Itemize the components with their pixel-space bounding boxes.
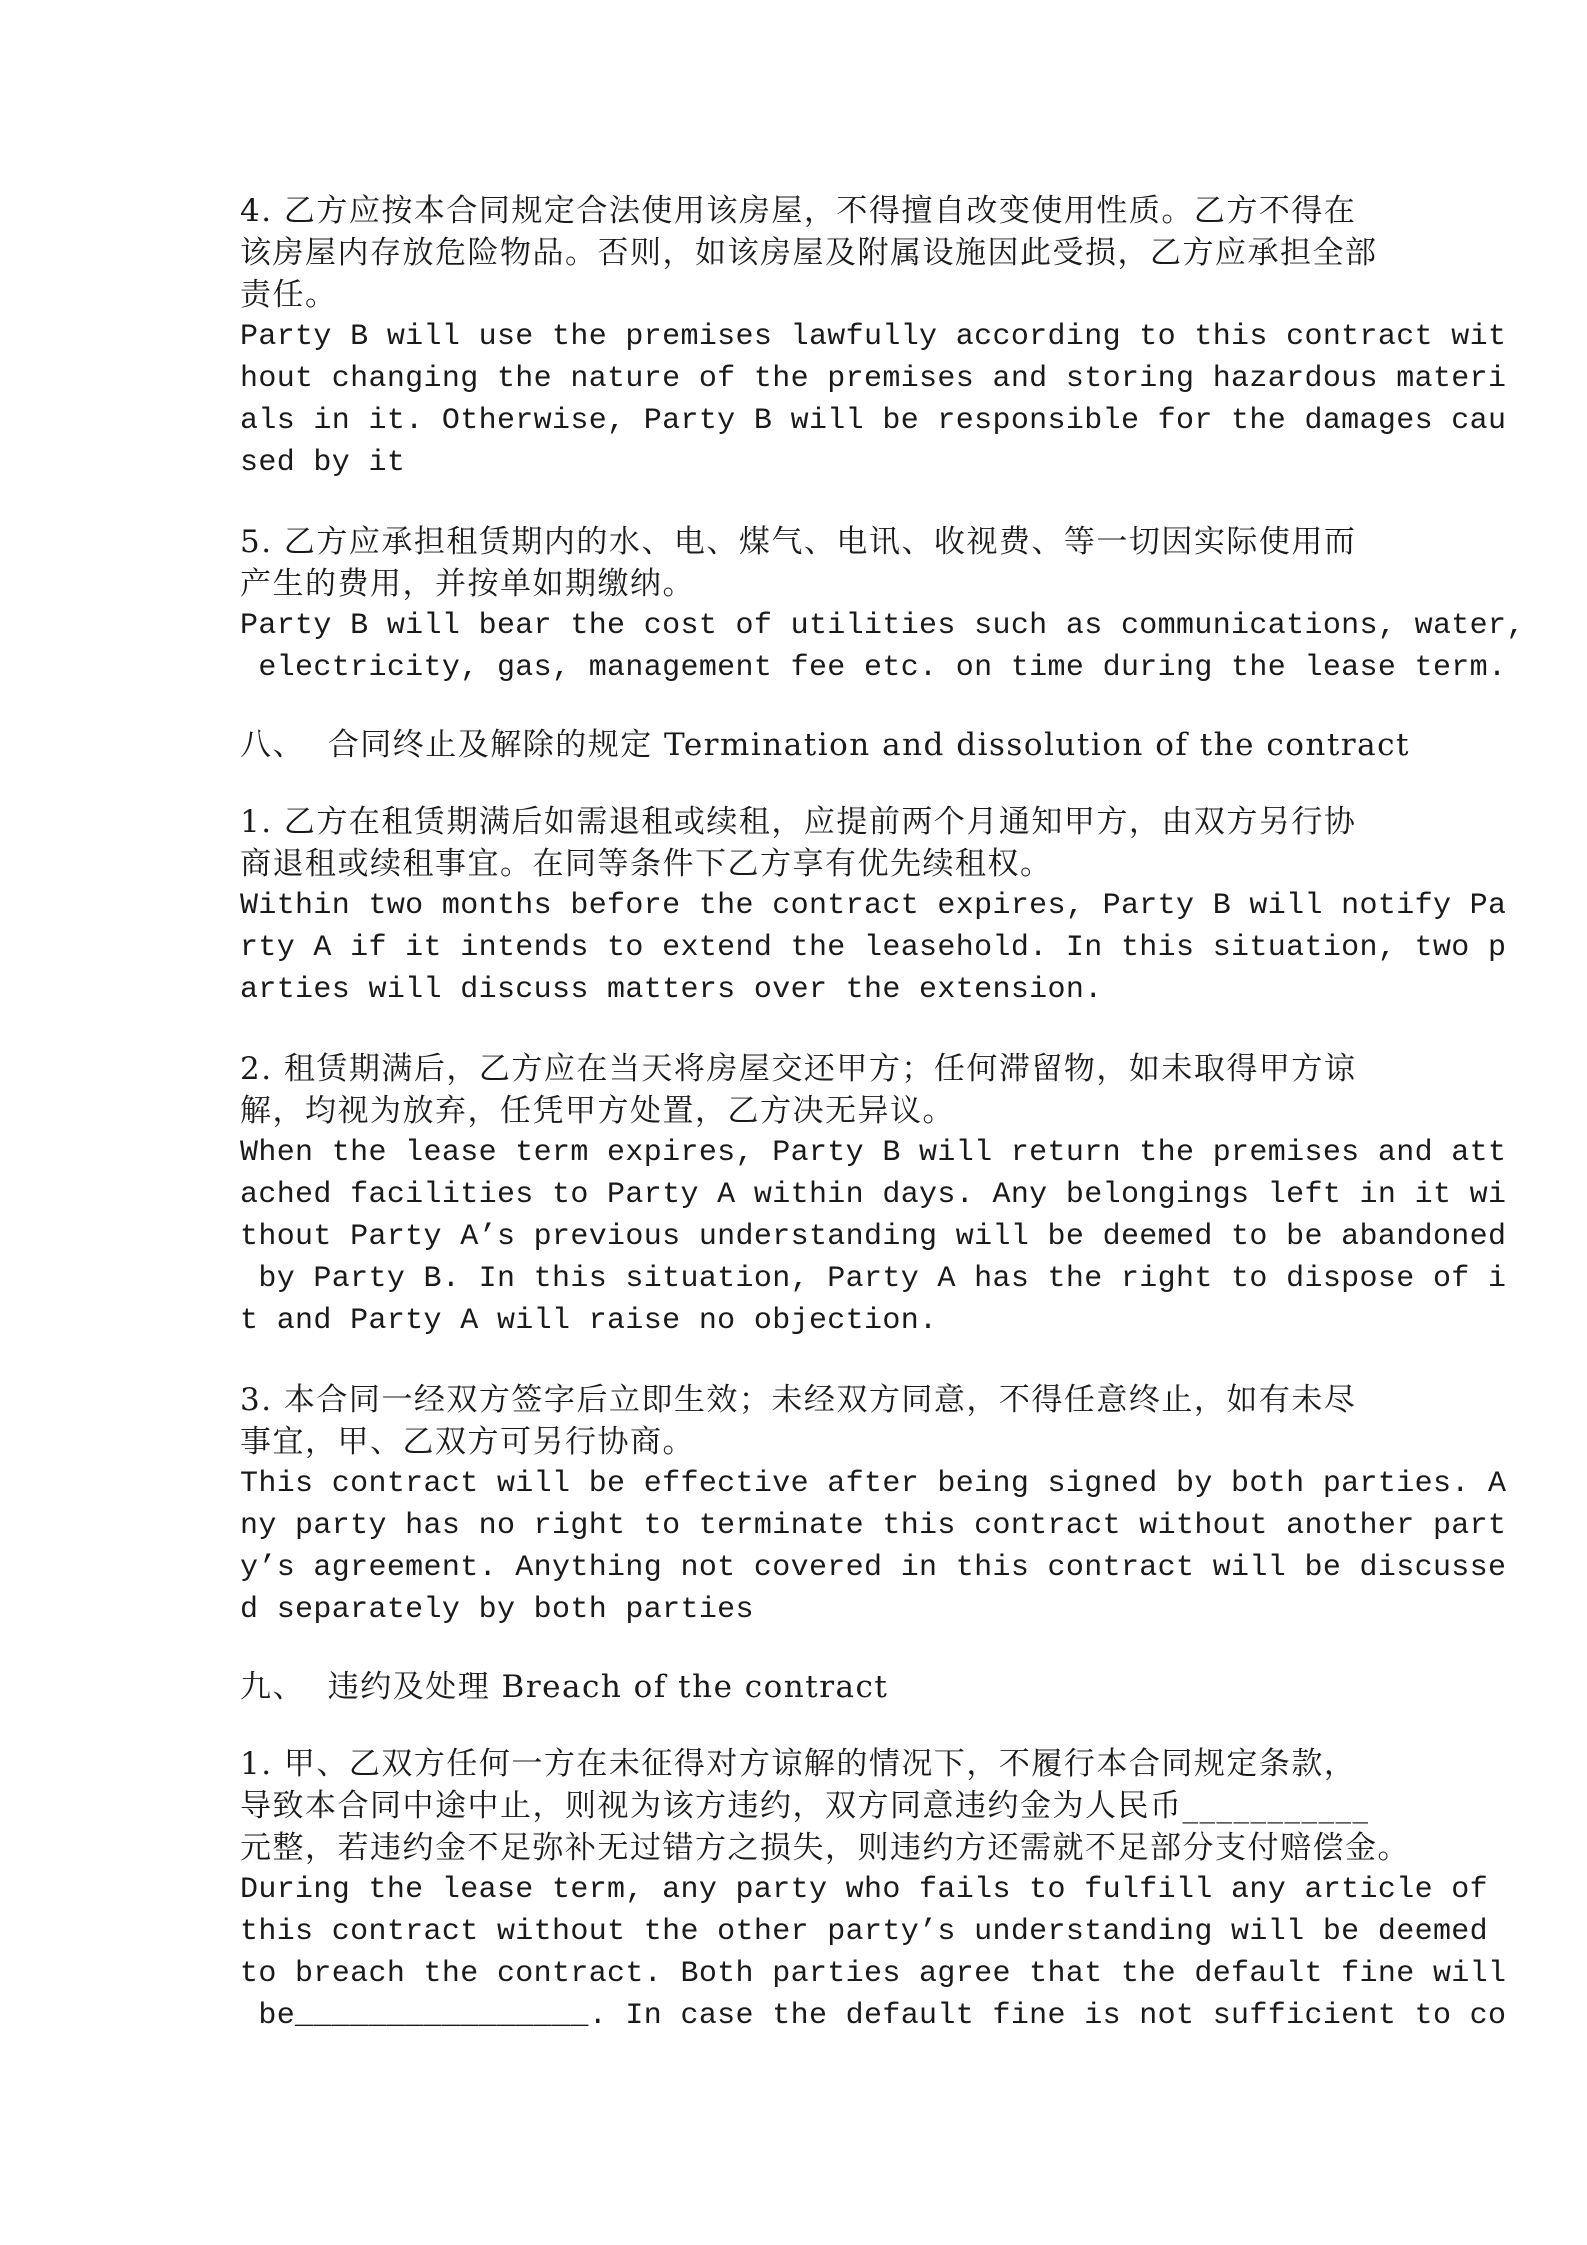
spacer <box>240 689 1355 724</box>
clause-text-en: d separately by both parties <box>240 1593 754 1627</box>
clause-text-cn: 1. 甲、乙双方任何一方在未征得对方谅解的情况下，不履行本合同规定条款， <box>240 1746 1357 1782</box>
contract-page <box>240 190 1525 2037</box>
clause-text-en: this contract without the other party’s understanding will be deemed <box>240 1915 1488 1949</box>
clause-text-en: This contract will be effective after being signed by both parties. A <box>240 1467 1507 1501</box>
spacer <box>240 1342 1355 1379</box>
clause-9-1 <box>240 1743 1507 2037</box>
clause-text-en: arties will discuss matters over the extension. <box>240 973 1103 1007</box>
clause-text-en: electricity, gas, management fee etc. on time during the lease term. <box>240 651 1507 685</box>
clause-text-en: When the lease term expires, Party B will return the premises and att <box>240 1136 1507 1170</box>
clause-text-cn: 3. 本合同一经双方签字后立即生效；未经双方同意，不得任意终止，如有未尽 <box>240 1382 1357 1418</box>
clause-text-cn: 该房屋内存放危险物品。否则，如该房屋及附属设施因此受损，乙方应承担全部 <box>240 235 1378 271</box>
clause-text-cn: 商退租或续租事宜。在同等条件下乙方享有优先续租权。 <box>240 846 1053 882</box>
spacer <box>240 1011 1355 1048</box>
clause-text-cn: 5. 乙方应承担租赁期内的水、电、煤气、电讯、收视费、等一切因实际使用而 <box>240 524 1357 560</box>
clause-text-en: Party B will use the premises lawfully according to this contract wit <box>240 320 1507 354</box>
clause-8-3 <box>240 1379 1507 1631</box>
clause-text-en: t and Party A will raise no objection. <box>240 1304 938 1338</box>
clause-text-cn: 解，均视为放弃，任凭甲方处置，乙方决无异议。 <box>240 1093 955 1129</box>
clause-7-5 <box>240 521 1525 689</box>
clause-8-1 <box>240 801 1507 1011</box>
clause-text-cn: 1. 乙方在租赁期满后如需退租或续租，应提前两个月通知甲方，由双方另行协 <box>240 804 1357 840</box>
spacer <box>240 1708 1355 1743</box>
section-heading-8: 八、 合同终止及解除的规定 Termination and dissolution of the contract <box>240 727 1410 763</box>
clause-text-en: als in it. Otherwise, Party B will be responsible for the damages cau <box>240 404 1507 438</box>
clause-text-en: Within two months before the contract expires, Party B will notify Pa <box>240 889 1507 923</box>
clause-text-en: Party B will bear the cost of utilities such as communications, water, <box>240 609 1525 643</box>
clause-text-en: During the lease term, any party who fails to fulfill any article of <box>240 1873 1488 1907</box>
clause-7-4 <box>240 190 1507 484</box>
spacer <box>240 766 1355 801</box>
clause-text-en: hout changing the nature of the premises and storing hazardous materi <box>240 362 1507 396</box>
clause-text-en: rty A if it intends to extend the leasehold. In this situation, two p <box>240 931 1507 965</box>
clause-text-cn: 2. 租赁期满后，乙方应在当天将房屋交还甲方；任何滞留物，如未取得甲方谅 <box>240 1051 1357 1087</box>
clause-text-en: sed by it <box>240 446 406 480</box>
clause-text-en: by Party B. In this situation, Party A has the right to dispose of i <box>240 1262 1507 1296</box>
clause-text-cn: 事宜，甲、乙双方可另行协商。 <box>240 1424 695 1460</box>
spacer <box>240 484 1355 521</box>
clause-text-cn: 4. 乙方应按本合同规定合法使用该房屋，不得擅自改变使用性质。乙方不得在 <box>240 193 1357 229</box>
clause-text-en: ny party has no right to terminate this contract without another part <box>240 1509 1507 1543</box>
clause-text-en: to breach the contract. Both parties agree that the default fine will <box>240 1957 1507 1991</box>
clause-text-cn: 元整，若违约金不足弥补无过错方之损失，则违约方还需就不足部分支付赔偿金。 <box>240 1830 1410 1866</box>
clause-text-en: y’s agreement. Anything not covered in this contract will be discusse <box>240 1551 1507 1585</box>
clause-text-cn: 导致本合同中途中止，则视为该方违约，双方同意违约金为人民币___________ <box>240 1788 1370 1824</box>
clause-8-2 <box>240 1048 1507 1342</box>
clause-text-cn: 责任。 <box>240 277 338 313</box>
clause-text-en: ached facilities to Party A within days. Any belongings left in it wi <box>240 1178 1507 1212</box>
section-heading-9: 九、 违约及处理 Breach of the contract <box>240 1669 889 1705</box>
spacer <box>240 1631 1355 1666</box>
clause-text-en: thout Party A’s previous understanding will be deemed to be abandoned <box>240 1220 1507 1254</box>
clause-text-en: be________________. In case the default fine is not sufficient to co <box>240 1999 1507 2033</box>
clause-text-cn: 产生的费用，并按单如期缴纳。 <box>240 566 695 602</box>
